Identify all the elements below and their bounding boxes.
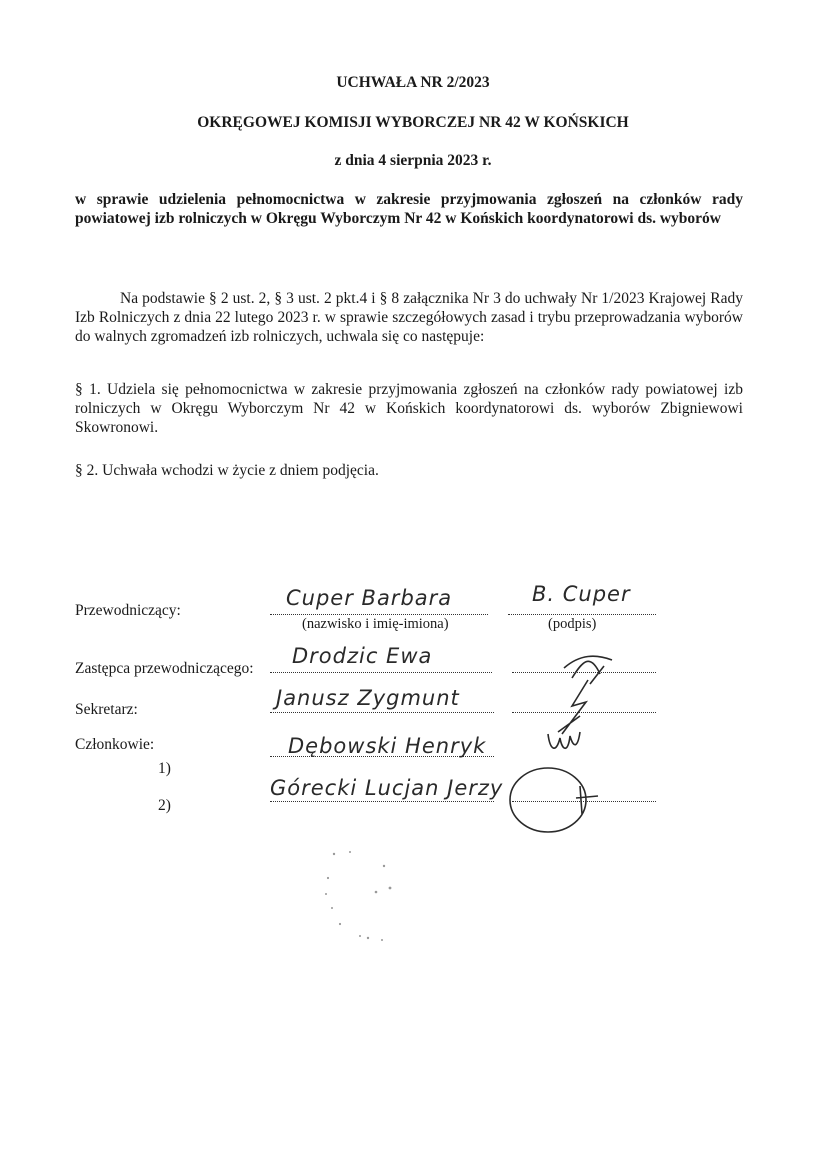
secretary-name-line [270, 712, 494, 713]
chair-name-line [270, 614, 488, 615]
chair-sign-line [508, 614, 656, 615]
faded-stamp-marks [320, 848, 410, 948]
resolution-date: z dnia 4 sierpnia 2023 r. [334, 152, 492, 169]
member-1-name-handwritten: Dębowski Henryk [288, 734, 487, 758]
resolution-title: UCHWAŁA NR 2/2023 [336, 74, 490, 91]
chair-signature: B. Cuper [532, 582, 631, 606]
deputy-label: Zastępca przewodniczącego: [75, 660, 254, 677]
deputy-name-handwritten: Drodzic Ewa [292, 644, 433, 668]
legal-basis: Na podstawie § 2 ust. 2, § 3 ust. 2 pkt.4 i § 8 załącznika Nr 3 do uchwały Nr 1/2023 Krajowej Rady Izb Rolniczych z dnia 22 lutego 2023 r. w sprawie szczegółowych zasad i trybu przeprowadzania wyborów do walnych zgromadzeń izb rolniczych, uchwala się co następuje: [75, 290, 743, 345]
resolution-subject: w sprawie udzielenia pełnomocnictwa w zakresie przyjmowania zgłoszeń na członków rady powiatowej izb rolniczych w Okręgu Wyborczym Nr 42 w Końskich koordynatorowi ds. wyborów [75, 191, 743, 227]
sign-caption: (podpis) [548, 616, 597, 632]
commission-name: OKRĘGOWEJ KOMISJI WYBORCZEJ NR 42 W KOŃSKICH [197, 114, 629, 131]
chair-name-handwritten: Cuper Barbara [286, 586, 453, 610]
member-1-signature-mark [544, 726, 584, 758]
member-2-number: 2) [158, 797, 171, 814]
members-label: Członkowie: [75, 736, 155, 753]
deputy-name-line [270, 672, 492, 673]
member-2-signature-mark [496, 762, 606, 842]
secretary-label: Sekretarz: [75, 701, 138, 718]
name-caption: (nazwisko i imię-imiona) [302, 616, 449, 632]
paragraph-1: § 1. Udziela się pełnomocnictwa w zakresie przyjmowania zgłoszeń na członków rady powiatowej izb rolniczych w Okręgu Wyborczym Nr 42 w Końskich koordynatorowi ds. wyborów Zbigniewowi Skowronowi. [75, 381, 743, 436]
member-2-name-line [270, 801, 494, 802]
chair-label: Przewodniczący: [75, 602, 181, 619]
member-2-name-handwritten: Górecki Lucjan Jerzy [270, 776, 504, 800]
paragraph-2: § 2. Uchwała wchodzi w życie z dniem podjęcia. [75, 462, 379, 479]
member-1-number: 1) [158, 760, 171, 777]
secretary-name-handwritten: Janusz Zygmunt [276, 686, 460, 710]
